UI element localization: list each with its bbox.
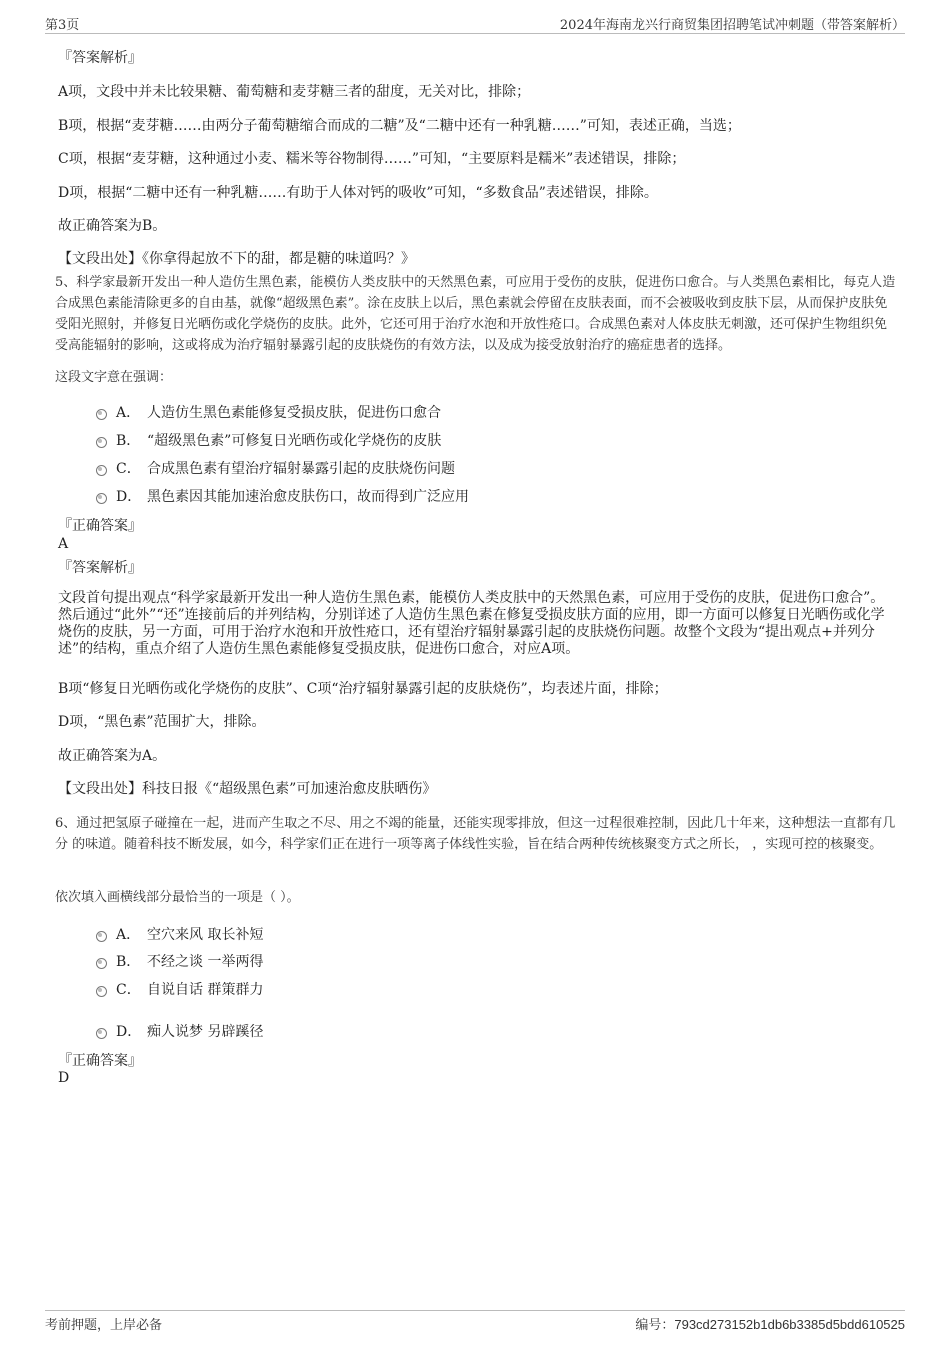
radio-button-icon[interactable]: [96, 409, 107, 420]
option-text: “超级黑色素”可修复日光晒伤或化学烧伤的皮肤: [147, 433, 442, 449]
page-number: 第3页: [45, 18, 80, 33]
analysis-title: 『答案解析』: [58, 560, 142, 576]
question-stem: 5、科学家最新开发出一种人造仿生黑色素，能模仿人类皮肤中的天然黑色素，可应用于受伤的皮肤，促进伤口愈合。与人类黑色素相比，每克人造合成黑色素能清除更多的自由基，就像“超级黑色素”。涂在皮肤上以后，黑色素就会停留在皮肤表面，而不会被吸收到皮肤下层，从而保护皮肤免受阳光照射，并修复日光晒伤或化学烧伤的皮肤。此外，它还可用于治疗水泡和开放性疮口。合成黑色素对人体皮肤无刺激，还可保护生物组织免受高能辐射的影响，这或将成为治疗辐射暴露引起的皮肤烧伤的有效方法，以及成为接受放射治疗的癌症患者的选择。: [55, 275, 896, 353]
question-prompt: 这段文字意在强调：: [55, 370, 173, 385]
radio-button-icon[interactable]: [96, 493, 107, 504]
radio-button-icon[interactable]: [96, 986, 107, 997]
option-text: 人造仿生黑色素能修复受损皮肤，促进伤口愈合: [147, 405, 441, 421]
analysis-line: B项“修复日光晒伤或化学烧伤的皮肤”、C项“治疗辐射暴露引起的皮肤烧伤”，均表述片面，排除；: [58, 681, 668, 697]
option-text: 不经之谈 一举两得: [147, 954, 264, 970]
correct-answer: D: [58, 1070, 70, 1086]
option-a[interactable]: A． 人造仿生黑色素能修复受损皮肤，促进伤口愈合: [96, 402, 441, 422]
analysis-conclusion: 故正确答案为B。: [58, 218, 167, 234]
footer-slogan: 考前押题，上岸必备: [45, 1318, 163, 1333]
option-d[interactable]: D． 黑色素因其能加速治愈皮肤伤口，故而得到广泛应用: [96, 486, 469, 506]
option-text: 自说自话 群策群力: [147, 982, 264, 998]
analysis-paragraph: 文段首句提出观点“科学家最新开发出一种人造仿生黑色素，能模仿人类皮肤中的天然黑色素，可应用于受伤的皮肤，促进伤口愈合”。然后通过“此外”“还”连接前后的并列结构，分别详述了人造仿生黑色素在修复受损皮肤方面的应用，即一方面可以修复日光晒伤或化学烧伤的皮肤，另一方面，可用于治疗水泡和开放性疮口，还有望治疗辐射暴露引起的皮肤烧伤问题。故整个文段为“提出观点+并列分述”的结构，重点介绍了人造仿生黑色素能修复受损皮肤，促进伤口愈合，对应A项。: [58, 590, 885, 657]
source-citation: 【文段出处】科技日报《“超级黑色素”可加速治愈皮肤晒伤》: [58, 781, 437, 797]
option-text: 痴人说梦 另辟蹊径: [147, 1024, 264, 1040]
question-stem: 6、通过把氢原子碰撞在一起，进而产生取之不尽、用之不竭的能量，还能实现零排放，但这一过程很难控制，因此几十年来，这种想法一直都有几分 的味道。随着科技不断发展，如今，科学家们正在进行一项等离子体线性实验，旨在结合两种传统核聚变方式之所长， ，实现可控的核聚变。: [55, 816, 896, 852]
option-c[interactable]: C． 自说自话 群策群力: [96, 979, 263, 999]
option-b[interactable]: B． 不经之谈 一举两得: [96, 951, 263, 971]
option-b[interactable]: B． “超级黑色素”可修复日光晒伤或化学烧伤的皮肤: [96, 430, 441, 450]
analysis-line: C项，根据“麦芽糖，这种通过小麦、糯米等谷物制得……”可知，“主要原料是糯米”表述错误，排除；: [58, 151, 686, 167]
analysis-line: D项，根据“二糖中还有一种乳糖……有助于人体对钙的吸收”可知，“多数食品”表述错误，排除。: [58, 185, 658, 201]
analysis-line: A项，文段中并未比较果糖、葡萄糖和麦芽糖三者的甜度，无关对比，排除；: [58, 84, 531, 100]
option-text: 合成黑色素有望治疗辐射暴露引起的皮肤烧伤问题: [147, 461, 455, 477]
header-rule: [45, 33, 905, 34]
radio-button-icon[interactable]: [96, 958, 107, 969]
option-text: 黑色素因其能加速治愈皮肤伤口，故而得到广泛应用: [147, 489, 469, 505]
analysis-title: 『答案解析』: [58, 50, 142, 66]
document-code: 编号：793cd273152b1db6b3385d5bdd610525: [635, 1317, 905, 1333]
option-text: 空穴来风 取长补短: [147, 927, 264, 943]
correct-answer-title: 『正确答案』: [58, 1053, 142, 1069]
radio-button-icon[interactable]: [96, 437, 107, 448]
document-title: 2024年海南龙兴行商贸集团招聘笔试冲刺题（带答案解析）: [559, 18, 905, 33]
radio-button-icon[interactable]: [96, 931, 107, 942]
question-prompt: 依次填入画横线部分最恰当的一项是（ ）。: [55, 890, 300, 905]
analysis-conclusion: 故正确答案为A。: [58, 748, 167, 764]
analysis-line: D项，“黑色素”范围扩大，排除。: [58, 714, 266, 730]
option-c[interactable]: C． 合成黑色素有望治疗辐射暴露引起的皮肤烧伤问题: [96, 458, 455, 478]
analysis-line: B项，根据“麦芽糖……由两分子葡萄糖缩合而成的二糖”及“二糖中还有一种乳糖……”可知，表述正确，当选；: [58, 118, 741, 134]
correct-answer: A: [58, 536, 69, 552]
source-citation: 【文段出处】《你拿得起放不下的甜，都是糖的味道吗？》: [58, 251, 415, 267]
radio-button-icon[interactable]: [96, 1028, 107, 1039]
footer-rule: [45, 1310, 905, 1311]
radio-button-icon[interactable]: [96, 465, 107, 476]
option-d[interactable]: D． 痴人说梦 另辟蹊径: [96, 1021, 263, 1041]
option-a[interactable]: A． 空穴来风 取长补短: [96, 924, 263, 944]
correct-answer-title: 『正确答案』: [58, 518, 142, 534]
